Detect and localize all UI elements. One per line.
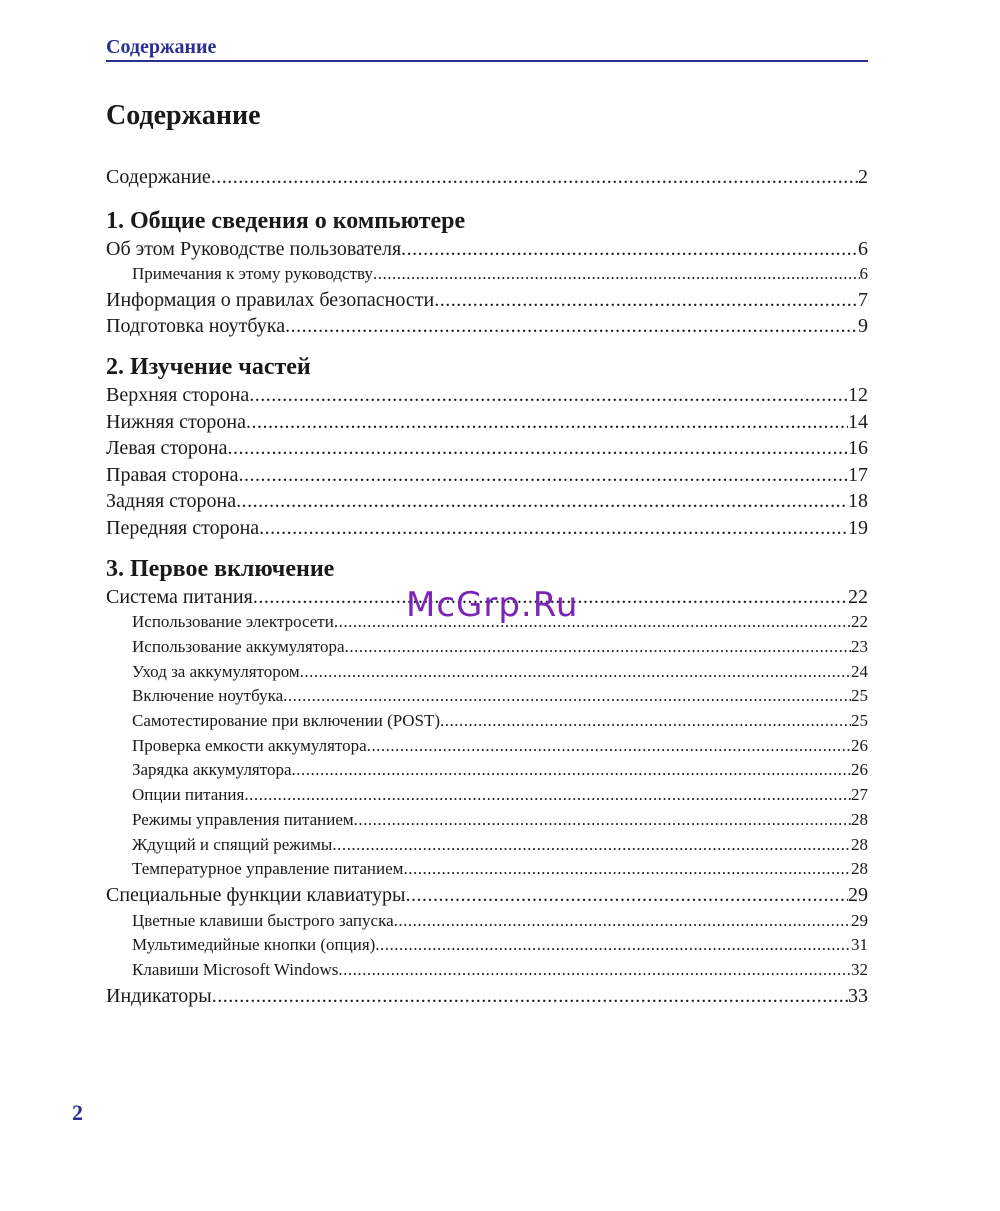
- toc-leader-dots: [292, 758, 852, 783]
- toc-entry-page: 24: [851, 661, 868, 681]
- toc-leader-dots: [228, 435, 849, 462]
- toc-leader-dots: [401, 236, 858, 263]
- toc-subentry[interactable]: [106, 660, 868, 685]
- toc-entry-page: 18: [848, 490, 868, 513]
- toc-entry-page: 7: [858, 288, 868, 311]
- toc-leader-dots: [236, 488, 848, 515]
- toc-entry-label: Передняя сторона: [106, 517, 260, 540]
- toc-entry-label: Уход за аккумулятором: [132, 661, 300, 681]
- toc-entry-page: 6: [859, 264, 868, 284]
- toc-subentry[interactable]: [106, 709, 868, 734]
- toc-entry-label: Об этом Руководстве пользователя: [106, 237, 402, 260]
- watermark-text: McGrp.Ru: [406, 585, 579, 625]
- toc-subentry[interactable]: [106, 909, 868, 934]
- toc-entry-label: Зарядка аккумулятора: [132, 760, 292, 780]
- toc-subentry[interactable]: [106, 808, 868, 833]
- toc-entry-page: 33: [848, 984, 868, 1007]
- toc-leader-dots: [367, 734, 851, 759]
- toc-entry-page: 31: [851, 935, 868, 955]
- toc-entry[interactable]: [106, 515, 868, 542]
- toc-entry[interactable]: [106, 882, 868, 909]
- toc-entry-label: Нижняя сторона: [106, 410, 246, 433]
- toc-entry-page: 29: [848, 883, 868, 906]
- toc-entry-label: Индикаторы: [106, 984, 212, 1007]
- toc-entry-label: Использование электросети: [132, 612, 334, 632]
- toc-entry-label: Включение ноутбука: [132, 686, 284, 706]
- page-title: Содержание: [106, 100, 261, 131]
- toc-entry-label: Задняя сторона: [106, 490, 237, 513]
- toc-entry-label: Система питания: [106, 585, 253, 608]
- toc-entry-label: Ждущий и спящий режимы: [132, 834, 333, 854]
- toc-entry-label: Проверка емкости аккумулятора: [132, 735, 367, 755]
- toc-entry-page: 28: [851, 834, 868, 854]
- toc-entry-page: 25: [851, 686, 868, 706]
- toc-subentry[interactable]: [106, 684, 868, 709]
- toc-entry-label: Левая сторона: [106, 437, 228, 460]
- toc-entry[interactable]: [106, 287, 868, 314]
- toc-entry[interactable]: [106, 313, 868, 340]
- toc-entry[interactable]: [106, 236, 868, 263]
- page-number: 2: [72, 1100, 83, 1125]
- toc-entry-label: Температурное управление питанием: [132, 859, 404, 879]
- toc-entry-page: 25: [851, 711, 868, 731]
- toc-subentry[interactable]: [106, 833, 868, 858]
- toc-leader-dots: [434, 287, 858, 314]
- toc-entry-label: Подготовка ноутбука: [106, 315, 286, 338]
- toc-leader-dots: [285, 313, 858, 340]
- toc-entry-label: Содержание: [106, 166, 211, 188]
- toc-entry-page: 9: [858, 315, 868, 338]
- toc-entry-contents[interactable]: [106, 164, 868, 191]
- section-heading: 3. Первое включение: [106, 555, 335, 582]
- toc-leader-dots: [239, 462, 848, 489]
- toc-subentry[interactable]: [106, 262, 868, 287]
- toc-subentry[interactable]: [106, 958, 868, 983]
- toc-leader-dots: [249, 382, 848, 409]
- toc-entry-page: 2: [858, 166, 868, 188]
- toc-entry-label: Самотестирование при включении (POST): [132, 711, 441, 731]
- toc-entry-page: 22: [851, 612, 868, 632]
- toc-entry-label: Режимы управления питанием: [132, 809, 354, 829]
- toc-leader-dots: [211, 164, 858, 191]
- toc-entry-label: Правая сторона: [106, 463, 239, 486]
- running-header: Содержание: [106, 36, 217, 58]
- toc-entry-page: 12: [848, 384, 868, 407]
- toc-leader-dots: [440, 709, 851, 734]
- toc-entry-label: Примечания к этому руководству: [132, 264, 373, 284]
- toc-entry[interactable]: [106, 488, 868, 515]
- toc-entry-page: 28: [851, 809, 868, 829]
- toc-entry-page: 14: [848, 410, 868, 433]
- toc-leader-dots: [373, 262, 860, 287]
- toc-entry-page: 22: [848, 585, 868, 608]
- toc-subentry[interactable]: [106, 758, 868, 783]
- toc-subentry[interactable]: [106, 635, 868, 660]
- toc-entry-page: 26: [851, 735, 868, 755]
- toc-leader-dots: [375, 933, 851, 958]
- toc-leader-dots: [283, 684, 851, 709]
- toc-leader-dots: [338, 958, 851, 983]
- toc-entry[interactable]: [106, 382, 868, 409]
- toc-leader-dots: [403, 857, 851, 882]
- section-heading: 1. Общие сведения о компьютере: [106, 207, 466, 234]
- toc-entry-page: 17: [848, 463, 868, 486]
- toc-subentry[interactable]: [106, 933, 868, 958]
- toc-leader-dots: [405, 882, 848, 909]
- toc-entry[interactable]: [106, 462, 868, 489]
- toc-entry-page: 6: [858, 237, 868, 260]
- toc-leader-dots: [345, 635, 851, 660]
- toc-entry-page: 28: [851, 859, 868, 879]
- toc-leader-dots: [300, 660, 851, 685]
- toc-entry[interactable]: [106, 983, 868, 1010]
- toc-entry-label: Информация о правилах безопасности: [106, 288, 435, 311]
- toc-entry-label: Специальные функции клавиатуры: [106, 883, 406, 906]
- toc-leader-dots: [332, 833, 851, 858]
- toc-entry[interactable]: [106, 409, 868, 436]
- toc-entry-page: 29: [851, 910, 868, 930]
- toc-subentry[interactable]: [106, 734, 868, 759]
- toc-entry-label: Мультимедийные кнопки (опция): [132, 935, 376, 955]
- toc-entry-label: Использование аккумулятора: [132, 636, 345, 656]
- toc-entry-page: 16: [848, 437, 868, 460]
- toc-entry-label: Клавиши Microsoft Windows: [132, 959, 339, 979]
- toc-entry-page: 32: [851, 959, 868, 979]
- toc-entry-page: 19: [848, 517, 868, 540]
- toc-entry-label: Верхняя сторона: [106, 384, 250, 407]
- toc-leader-dots: [354, 808, 851, 833]
- toc-entry-label: Цветные клавиши быстрого запуска: [132, 910, 394, 930]
- toc-leader-dots: [212, 983, 848, 1010]
- toc-leader-dots: [244, 783, 851, 808]
- header-rule: [106, 60, 868, 62]
- toc-subentry[interactable]: [106, 783, 868, 808]
- toc-leader-dots: [246, 409, 848, 436]
- toc-entry-label: Опции питания: [132, 785, 245, 805]
- toc-entry-page: 27: [851, 785, 868, 805]
- toc-entry-page: 23: [851, 636, 868, 656]
- toc-leader-dots: [259, 515, 848, 542]
- section-heading: 2. Изучение частей: [106, 354, 311, 381]
- toc-entry[interactable]: [106, 435, 868, 462]
- toc-entry-page: 26: [851, 760, 868, 780]
- toc-subentry[interactable]: [106, 857, 868, 882]
- toc-leader-dots: [394, 909, 851, 934]
